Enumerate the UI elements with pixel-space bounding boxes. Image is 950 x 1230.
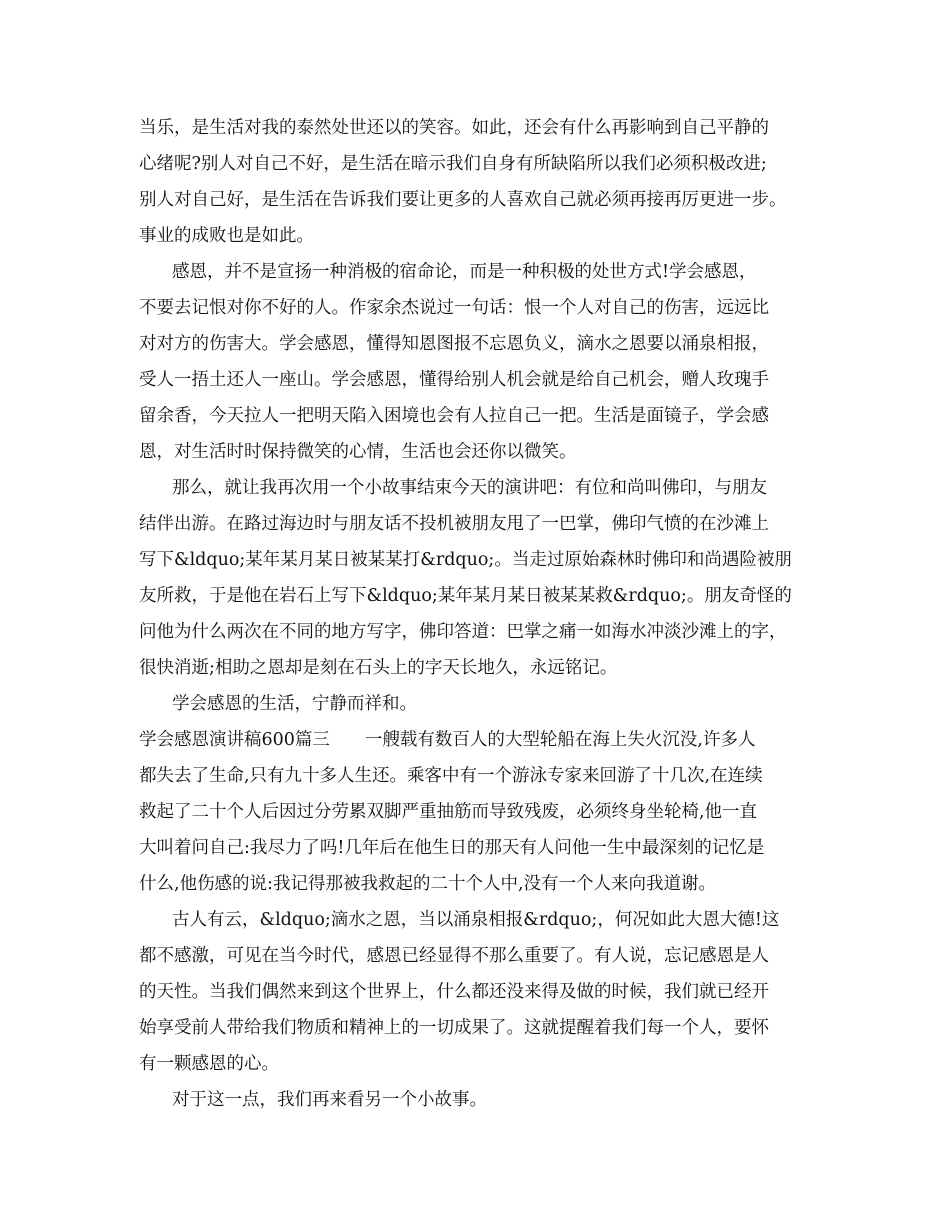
text-line: 有一颗感恩的心。 [139,1054,279,1074]
section-heading-line: 学会感恩演讲稿600篇三 一艘载有数百人的大型轮船在海上失火沉没,许多人 [139,730,756,750]
text-line: 对对方的伤害大。学会感恩，懂得知恩图报不忘恩负义，滴水之恩要以涌泉相报， [139,334,769,354]
text-line: 问他为什么两次在不同的地方写字，佛印答道：巴掌之痛一如海水冲淡沙滩上的字， [139,622,787,642]
text-line: 的天性。当我们偶然来到这个世界上，什么都还没来得及做的时候，我们就已经开 [139,982,769,1002]
text-line: 什么,他伤感的说:我记得那被我救起的二十个人中,没有一个人来向我道谢。 [139,874,717,894]
text-line: 始享受前人带给我们物质和精神上的一切成果了。这就提醒着我们每一个人，要怀 [139,1018,769,1038]
document-body [139,110,829,1118]
text-line: 都不感激，可见在当今时代，感恩已经显得不那么重要了。有人说，忘记感恩是人 [139,946,769,966]
text-line: 感恩，并不是宣扬一种消极的宿命论，而是一种积极的处世方式!学会感恩， [172,262,757,282]
text-line: 受人一捂土还人一座山。学会感恩，懂得给别人机会就是给自己机会，赠人玫瑰手 [139,370,769,390]
text-line: 事业的成败也是如此。 [139,226,314,246]
text-line: 友所救，于是他在岩石上写下&ldquo;某年某月某日被某某救&rdquo;。朋友奇怪的 [139,586,792,606]
text-line: 写下&ldquo;某年某月某日被某某打&rdquo;。当走过原始森林时佛印和尚遇险被朋 [139,550,792,570]
text-line: 古人有云，&ldquo;滴水之恩，当以涌泉相报&rdquo;，何况如此大恩大德!这 [172,910,780,930]
text-line: 结伴出游。在路过海边时与朋友话不投机被朋友甩了一巴掌，佛印气愤的在沙滩上 [139,514,769,534]
text-line: 不要去记恨对你不好的人。作家余杰说过一句话：恨一个人对自己的伤害，远远比 [139,298,769,318]
text-line: 留余香，今天拉人一把明天陷入困境也会有人拉自己一把。生活是面镜子，学会感 [139,406,769,426]
text-line: 那么，就让我再次用一个小故事结束今天的演讲吧：有位和尚叫佛印，与朋友 [172,478,767,498]
text-line: 救起了二十个人后因过分劳累双脚严重抽筋而导致残废，必须终身坐轮椅,他一直 [139,802,758,822]
text-line: 心绪呢?别人对自己不好，是生活在暗示我们自身有所缺陷所以我们必须积极改进; [139,154,767,174]
text-line: 大叫着问自己:我尽力了吗!几年后在他生日的那天有人问他一生中最深刻的记忆是 [139,838,765,858]
text-line: 对于这一点，我们再来看另一个小故事。 [172,1090,487,1110]
text-line: 当乐，是生活对我的泰然处世还以的笑容。如此，还会有什么再影响到自己平静的 [139,118,769,138]
text-line: 都失去了生命,只有九十多人生还。乘客中有一个游泳专家来回游了十几次,在连续 [139,766,763,786]
text-line: 学会感恩的生活，宁静而祥和。 [172,694,417,714]
text-line: 恩，对生活时时保持微笑的心情，生活也会还你以微笑。 [139,442,577,462]
text-line: 很快消逝;相助之恩却是刻在石头上的字天长地久，永远铭记。 [139,658,618,678]
text-line: 别人对自己好，是生活在告诉我们要让更多的人喜欢自己就必须再接再厉更进一步。 [139,190,787,210]
